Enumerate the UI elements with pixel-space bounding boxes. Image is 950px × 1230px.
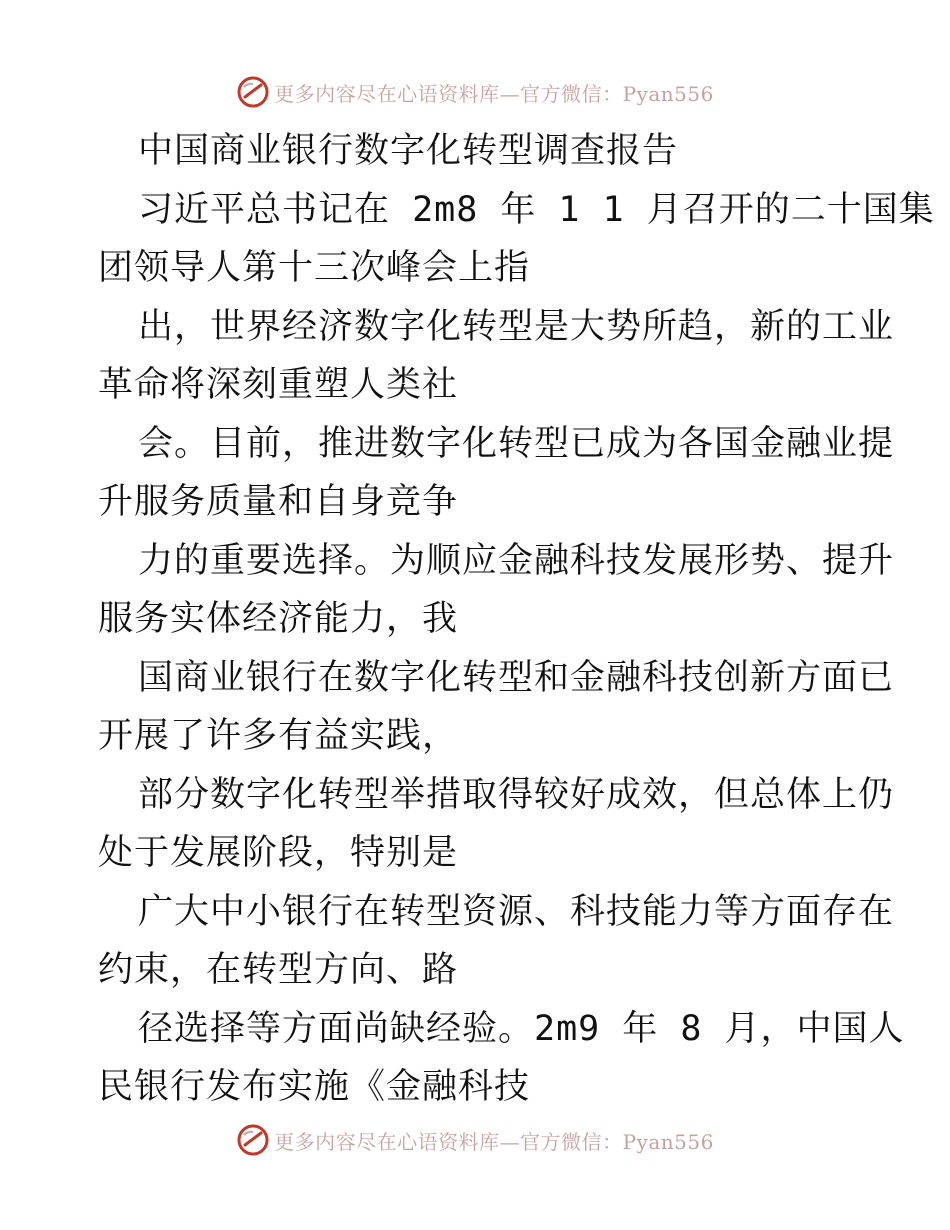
paragraph-line: 处于发展阶段，特别是: [98, 833, 459, 873]
paragraph-line: 国商业银行在数字化转型和金融科技创新方面已: [138, 657, 895, 698]
watermark-header: [0, 72, 950, 112]
watermark-text: 更多内容尽在心语资料库—官方微信：Pyan556: [274, 81, 714, 106]
paragraph-line: 会。目前，推进数字化转型已成为各国金融业提: [138, 423, 895, 464]
paragraph-line: 习近平总书记在 2m8 年 1 1 月召开的二十国集: [138, 189, 935, 230]
paragraph-line: 革命将深刻重塑人类社: [98, 365, 459, 405]
paragraph-line: 团领导人第十三次峰会上指: [98, 248, 531, 288]
paragraph-line: 服务实体经济能力，我: [98, 599, 459, 639]
logo-icon: [236, 1123, 270, 1157]
watermark-footer: [0, 1120, 950, 1160]
document-title: 中国商业银行数字化转型调查报告: [138, 131, 679, 171]
logo-icon: [236, 75, 270, 109]
watermark-text: 更多内容尽在心语资料库—官方微信：Pyan556: [274, 1129, 714, 1154]
paragraph-line: 广大中小银行在转型资源、科技能力等方面存在: [138, 891, 895, 932]
paragraph-line: 升服务质量和自身竞争: [98, 482, 459, 522]
paragraph-line: 开展了许多有益实践，: [98, 716, 459, 756]
paragraph-line: 部分数字化转型举措取得较好成效，但总体上仍: [138, 774, 895, 815]
paragraph-line: 民银行发布实施《金融科技: [98, 1067, 531, 1107]
document-body: [98, 122, 935, 1117]
paragraph-line: 约束，在转型方向、路: [98, 950, 459, 990]
paragraph-line: 出，世界经济数字化转型是大势所趋，新的工业: [138, 306, 895, 347]
paragraph-line: 力的重要选择。为顺应金融科技发展形势、提升: [138, 540, 895, 581]
paragraph-line: 径选择等方面尚缺经验。2m9 年 8 月，中国人: [138, 1008, 905, 1049]
